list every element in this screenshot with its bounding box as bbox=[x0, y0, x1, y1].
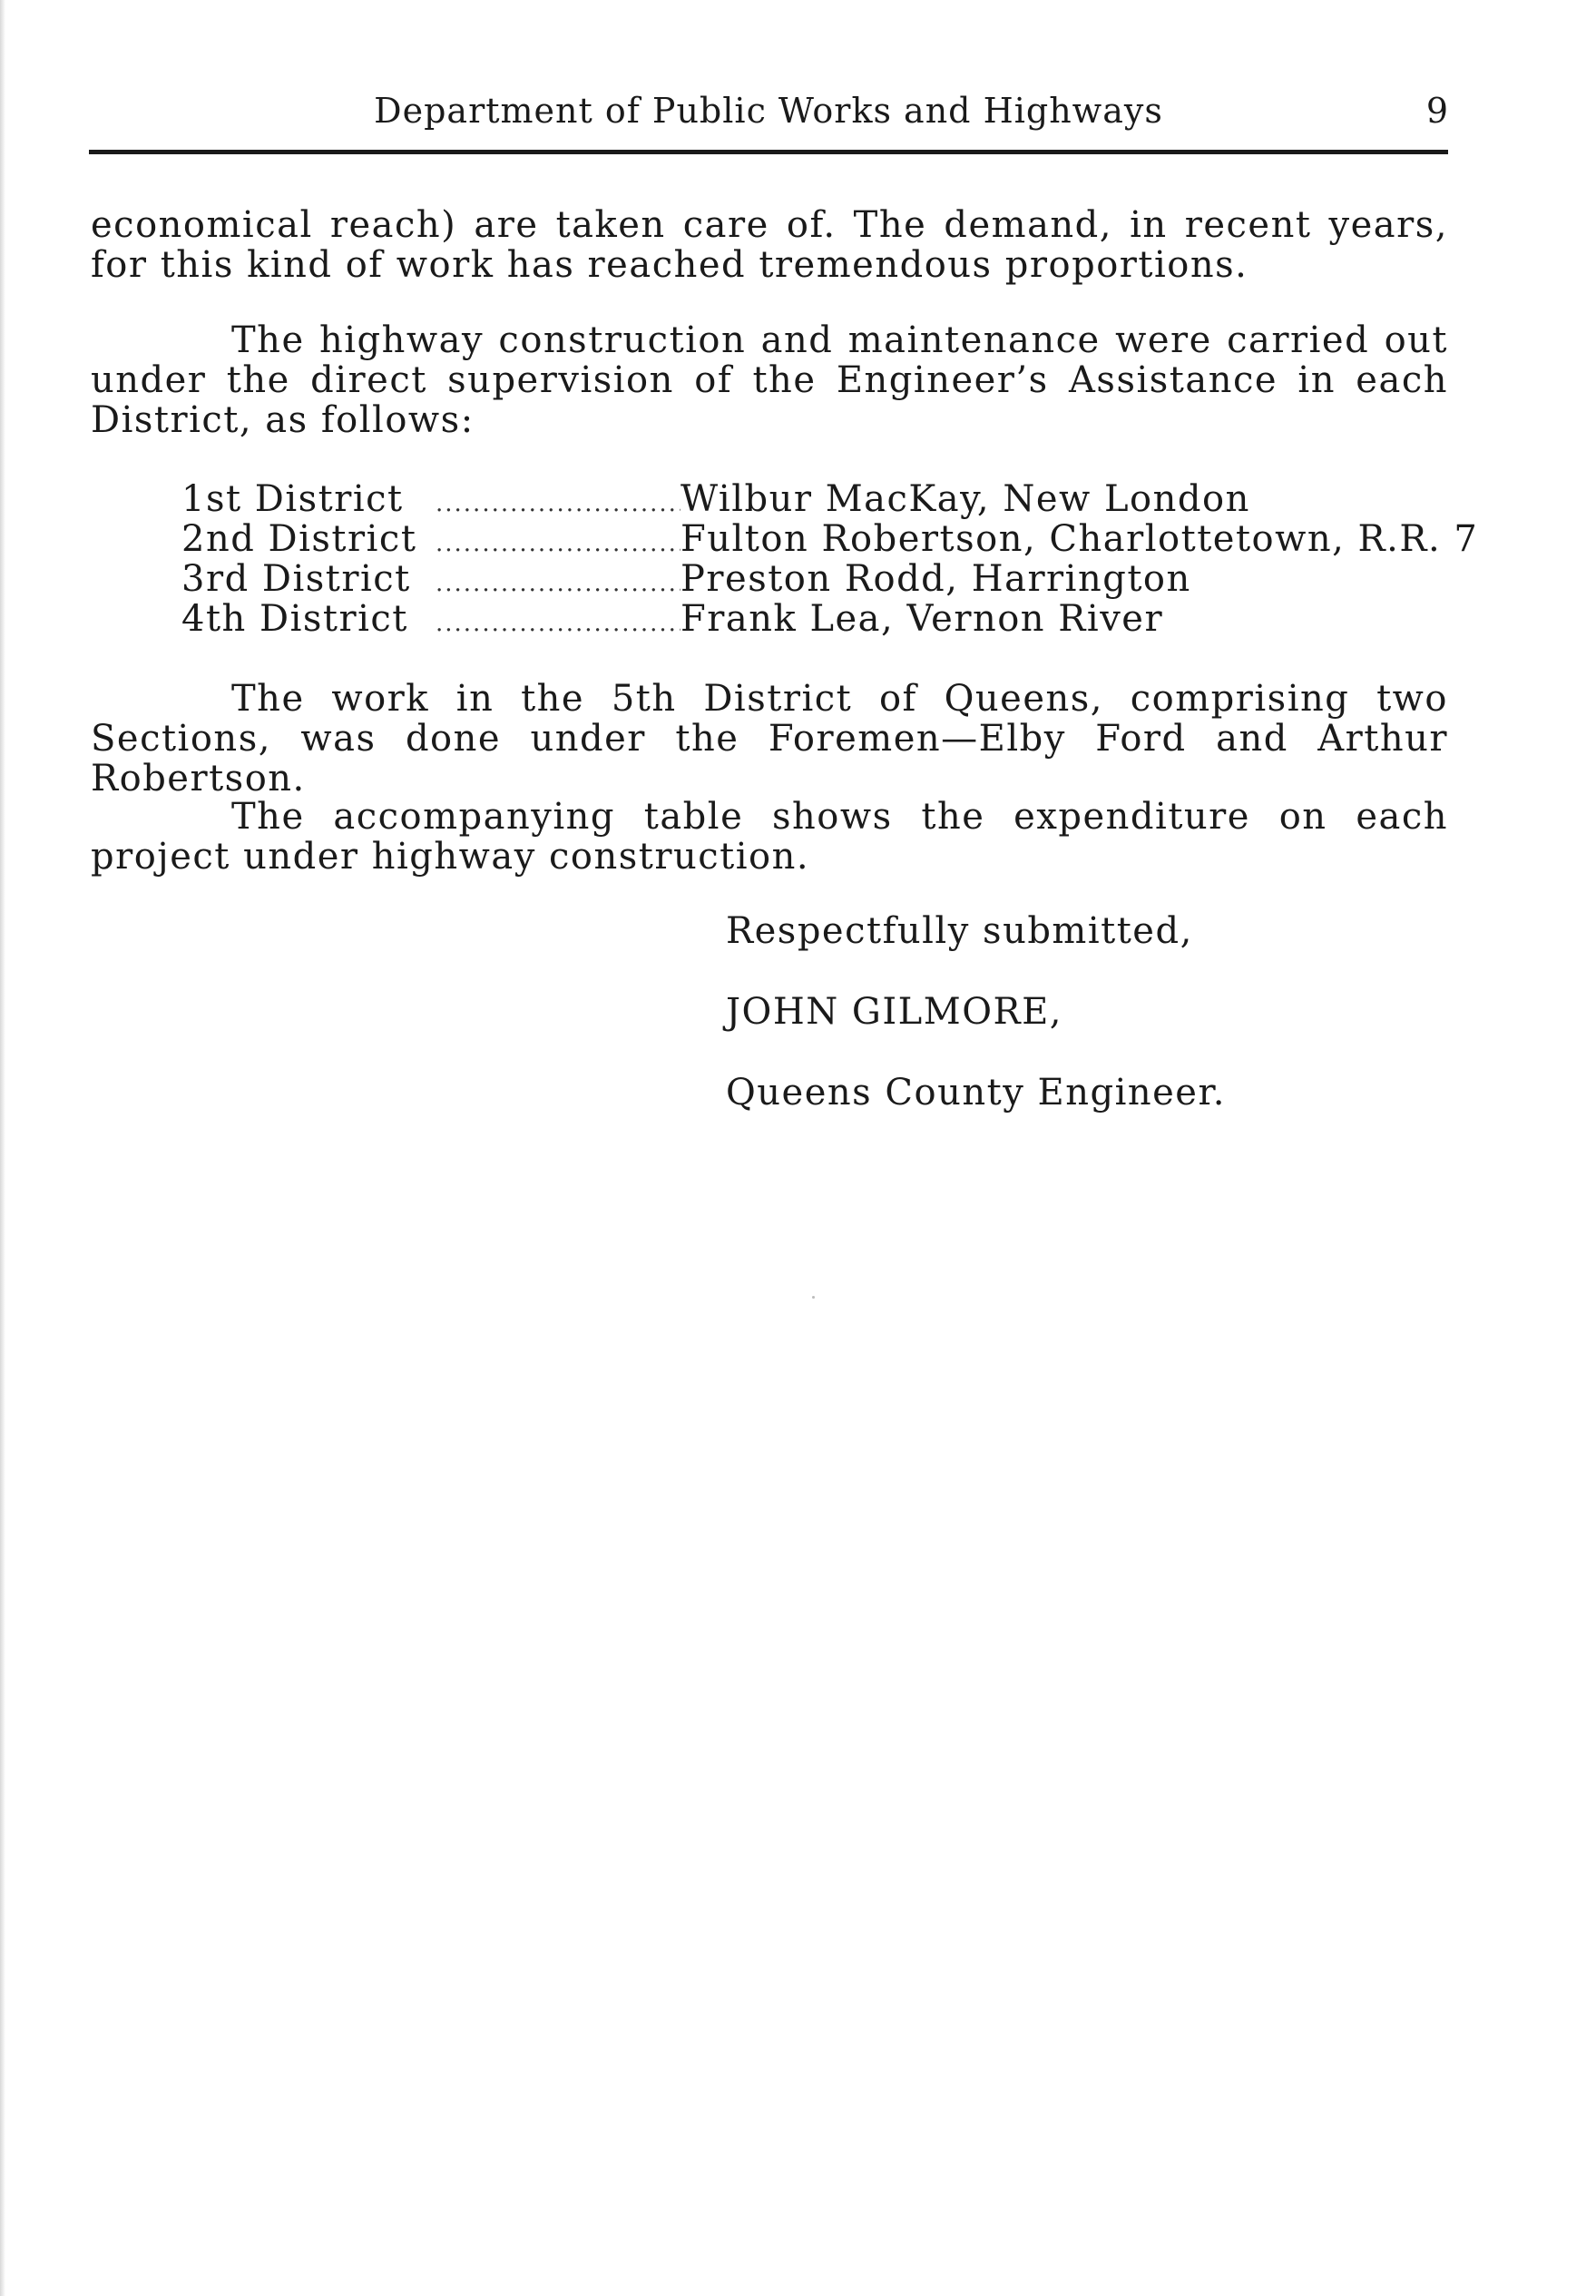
running-title: Department of Public Works and Highways bbox=[374, 91, 1163, 131]
paragraph-supervision: The highway construction and maintenance were carried out under the direct supervision of the Engineer’s Assistance in each District, as follows: bbox=[91, 319, 1448, 441]
district-name: 3rd District bbox=[181, 558, 411, 600]
leader-dots bbox=[436, 524, 681, 564]
district-assistant: Frank Lea, Vernon River bbox=[681, 598, 1164, 640]
paragraph-fifth-district: The work in the 5th District of Queens, comprising two Sections, was done under the Foremen—Elby Ford and Arthur Robertson. bbox=[91, 678, 1448, 800]
district-row bbox=[181, 518, 1479, 560]
district-assistant: Preston Rodd, Harrington bbox=[681, 558, 1191, 600]
district-assistant: Wilbur MacKay, New London bbox=[681, 478, 1250, 520]
header-rule bbox=[89, 150, 1448, 154]
district-row bbox=[181, 559, 1448, 599]
district-name: 4th District bbox=[181, 598, 408, 640]
leader-dots bbox=[436, 603, 681, 643]
district-row bbox=[181, 479, 1448, 519]
signature-name: JOHN GILMORE, bbox=[726, 991, 1063, 1033]
district-name: 1st District bbox=[181, 478, 404, 520]
running-header bbox=[89, 83, 1448, 138]
signature-title: Queens County Engineer. bbox=[726, 1072, 1226, 1114]
district-assistant: Fulton Robertson, Charlottetown, R.R. 7 bbox=[681, 518, 1479, 560]
leader-dots bbox=[436, 564, 681, 603]
paragraph-continuation: economical reach) are taken care of. The demand, in recent years, for this kind of work has reached tremendous proportions. bbox=[91, 204, 1448, 286]
district-name: 2nd District bbox=[181, 518, 417, 560]
page-edge-shadow bbox=[0, 0, 5, 2296]
paper-speck bbox=[812, 1296, 815, 1299]
district-list bbox=[181, 478, 1479, 640]
leader-dots bbox=[436, 484, 681, 524]
signature-block bbox=[726, 911, 1434, 1153]
district-row bbox=[181, 599, 1448, 639]
signature-closing: Respectfully submitted, bbox=[726, 910, 1193, 952]
page-number: 9 bbox=[1425, 91, 1448, 131]
paragraph-expenditure-table: The accompanying table shows the expenditure on each project under highway construction. bbox=[91, 796, 1448, 878]
